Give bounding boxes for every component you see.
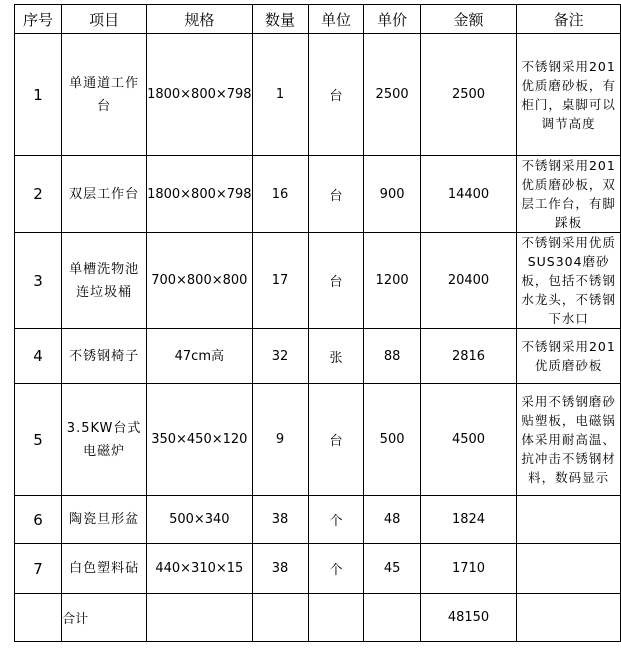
row-spec: 350×450×120 [147,384,253,496]
row-unit: 台 [308,34,364,156]
row-index: 2 [15,156,62,233]
table-row [15,329,621,384]
row-quantity: 16 [252,156,308,233]
row-item: 白色塑料砧 [62,544,147,594]
header-unit: 单位 [308,5,364,34]
quotation-table [14,4,621,642]
row-unit: 台 [308,233,364,329]
row-item: 双层工作台 [62,156,147,233]
row-quantity: 38 [252,496,308,544]
row-spec: 440×310×15 [147,544,253,594]
header-quantity: 数量 [252,5,308,34]
row-amount: 14400 [420,156,517,233]
row-amount: 20400 [420,233,517,329]
row-index: 1 [15,34,62,156]
table-row [15,496,621,544]
total-unit-cell [308,594,364,642]
row-item: 3.5KW台式电磁炉 [62,384,147,496]
row-amount: 2816 [420,329,517,384]
total-spec-cell [147,594,253,642]
row-unit-price: 900 [364,156,420,233]
row-spec: 700×800×800 [147,233,253,329]
row-amount: 4500 [420,384,517,496]
row-unit: 个 [308,496,364,544]
header-spec: 规格 [147,5,253,34]
table-row [15,544,621,594]
row-index: 7 [15,544,62,594]
row-index: 5 [15,384,62,496]
row-unit-price: 2500 [364,34,420,156]
header-amount: 金额 [420,5,517,34]
row-note: 不锈钢采用201优质磨砂板，双层工作台，有脚踩板 [517,156,621,233]
table-row [15,34,621,156]
row-spec: 1800×800×798 [147,156,253,233]
total-note-cell [517,594,621,642]
row-quantity: 1 [252,34,308,156]
table-row [15,384,621,496]
row-quantity: 32 [252,329,308,384]
row-unit: 个 [308,544,364,594]
total-amount: 48150 [420,594,517,642]
total-price-cell [364,594,420,642]
row-unit-price: 500 [364,384,420,496]
total-index-cell [15,594,62,642]
row-note [517,496,621,544]
total-quantity-cell [252,594,308,642]
row-quantity: 38 [252,544,308,594]
row-index: 6 [15,496,62,544]
row-unit-price: 88 [364,329,420,384]
row-unit: 张 [308,329,364,384]
total-label: 合计 [62,594,147,642]
total-row [15,594,621,642]
header-item: 项目 [62,5,147,34]
row-note: 不锈钢采用201优质磨砂板 [517,329,621,384]
row-spec: 47cm高 [147,329,253,384]
row-amount: 2500 [420,34,517,156]
row-item: 单通道工作台 [62,34,147,156]
row-note: 不锈钢采用201优质磨砂板，有柜门，桌脚可以调节高度 [517,34,621,156]
row-unit-price: 48 [364,496,420,544]
row-item: 陶瓷旦形盆 [62,496,147,544]
row-note: 不锈钢采用优质SUS304磨砂板，包括不锈钢水龙头，不锈钢下水口 [517,233,621,329]
row-unit-price: 1200 [364,233,420,329]
row-index: 3 [15,233,62,329]
row-quantity: 17 [252,233,308,329]
header-note: 备注 [517,5,621,34]
row-item: 单槽洗物池连垃圾桶 [62,233,147,329]
row-unit-price: 45 [364,544,420,594]
header-index: 序号 [15,5,62,34]
row-unit: 台 [308,156,364,233]
row-item: 不锈钢椅子 [62,329,147,384]
table-row [15,156,621,233]
row-index: 4 [15,329,62,384]
row-note [517,544,621,594]
row-amount: 1824 [420,496,517,544]
row-amount: 1710 [420,544,517,594]
header-unit-price: 单价 [364,5,420,34]
header-row [15,5,621,34]
row-note: 采用不锈钢磨砂贴塑板，电磁锅体采用耐高温、抗冲击不锈钢材料，数码显示 [517,384,621,496]
row-unit: 台 [308,384,364,496]
row-quantity: 9 [252,384,308,496]
table-row [15,233,621,329]
row-spec: 500×340 [147,496,253,544]
row-spec: 1800×800×798 [147,34,253,156]
